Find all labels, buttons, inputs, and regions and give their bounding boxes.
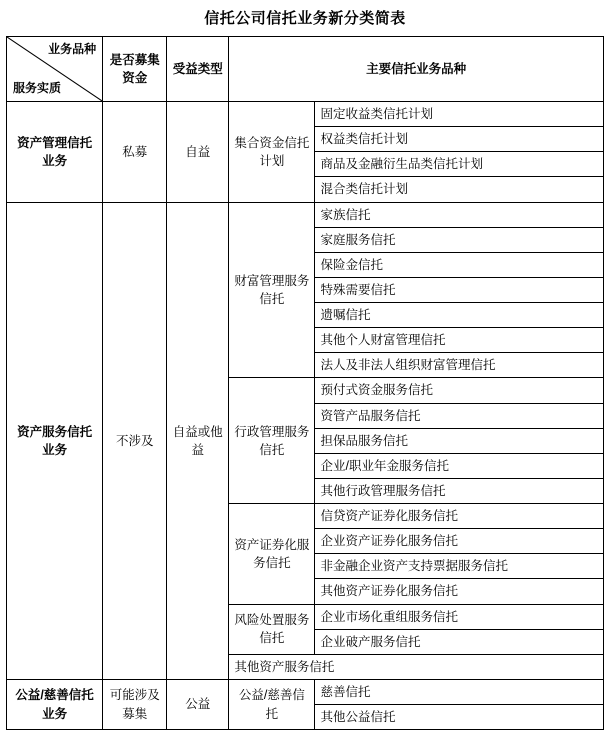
service-cell-charity: 公益/慈善信托业务 [7, 679, 103, 729]
trust-classification-table [6, 36, 604, 730]
item-cell: 企业市场化重组服务信托 [315, 604, 604, 629]
table-row [7, 202, 604, 227]
item-cell: 其他公益信托 [315, 705, 604, 730]
item-cell: 企业破产服务信托 [315, 629, 604, 654]
item-cell: 混合类信托计划 [315, 177, 604, 202]
item-cell: 法人及非法人组织财富管理信托 [315, 353, 604, 378]
category-cell-other-asset-service: 其他资产服务信托 [229, 654, 604, 679]
item-cell: 非金融企业资产支持票据服务信托 [315, 554, 604, 579]
beneficiary-cell-self-or-other: 自益或他益 [167, 202, 229, 679]
beneficiary-cell-self: 自益 [167, 102, 229, 203]
header-variety-label: 业务品种 [48, 42, 97, 56]
item-cell: 其他资产证券化服务信托 [315, 579, 604, 604]
category-cell-administrative: 行政管理服务信托 [229, 378, 315, 504]
header-fundraising: 是否募集资金 [103, 37, 167, 102]
item-cell: 担保品服务信托 [315, 428, 604, 453]
item-cell: 资管产品服务信托 [315, 403, 604, 428]
corner-header-cell [7, 37, 103, 102]
table-row [7, 679, 604, 704]
item-cell: 固定收益类信托计划 [315, 102, 604, 127]
item-cell: 其他个人财富管理信托 [315, 328, 604, 353]
item-cell: 保险金信托 [315, 252, 604, 277]
beneficiary-cell-public: 公益 [167, 679, 229, 729]
table-header-row [7, 37, 604, 102]
item-cell: 企业资产证券化服务信托 [315, 529, 604, 554]
header-beneficiary: 受益类型 [167, 37, 229, 102]
category-cell-charity-trust: 公益/慈善信托 [229, 679, 315, 729]
service-cell-asset-management: 资产管理信托业务 [7, 102, 103, 203]
table-row [7, 102, 604, 127]
header-main-varieties: 主要信托业务品种 [229, 37, 604, 102]
page-title: 信托公司信托业务新分类简表 [204, 10, 406, 27]
category-cell-securitization: 资产证券化服务信托 [229, 504, 315, 605]
category-cell-risk-disposal: 风险处置服务信托 [229, 604, 315, 654]
item-cell: 信贷资产证券化服务信托 [315, 504, 604, 529]
item-cell: 特殊需要信托 [315, 277, 604, 302]
item-cell: 慈善信托 [315, 679, 604, 704]
item-cell: 其他行政管理服务信托 [315, 478, 604, 503]
service-cell-asset-service: 资产服务信托业务 [7, 202, 103, 679]
item-cell: 预付式资金服务信托 [315, 378, 604, 403]
header-service-label: 服务实质 [13, 80, 62, 95]
item-cell: 权益类信托计划 [315, 127, 604, 152]
fundraising-cell-private: 私募 [103, 102, 167, 203]
item-cell: 商品及金融衍生品类信托计划 [315, 152, 604, 177]
fundraising-cell-maybe: 可能涉及募集 [103, 679, 167, 729]
item-cell: 企业/职业年金服务信托 [315, 453, 604, 478]
item-cell: 家庭服务信托 [315, 227, 604, 252]
item-cell: 遗嘱信托 [315, 303, 604, 328]
category-cell-wealth-management: 财富管理服务信托 [229, 202, 315, 378]
item-cell: 家族信托 [315, 202, 604, 227]
category-cell-collective-fund: 集合资金信托计划 [229, 102, 315, 203]
fundraising-cell-none: 不涉及 [103, 202, 167, 679]
